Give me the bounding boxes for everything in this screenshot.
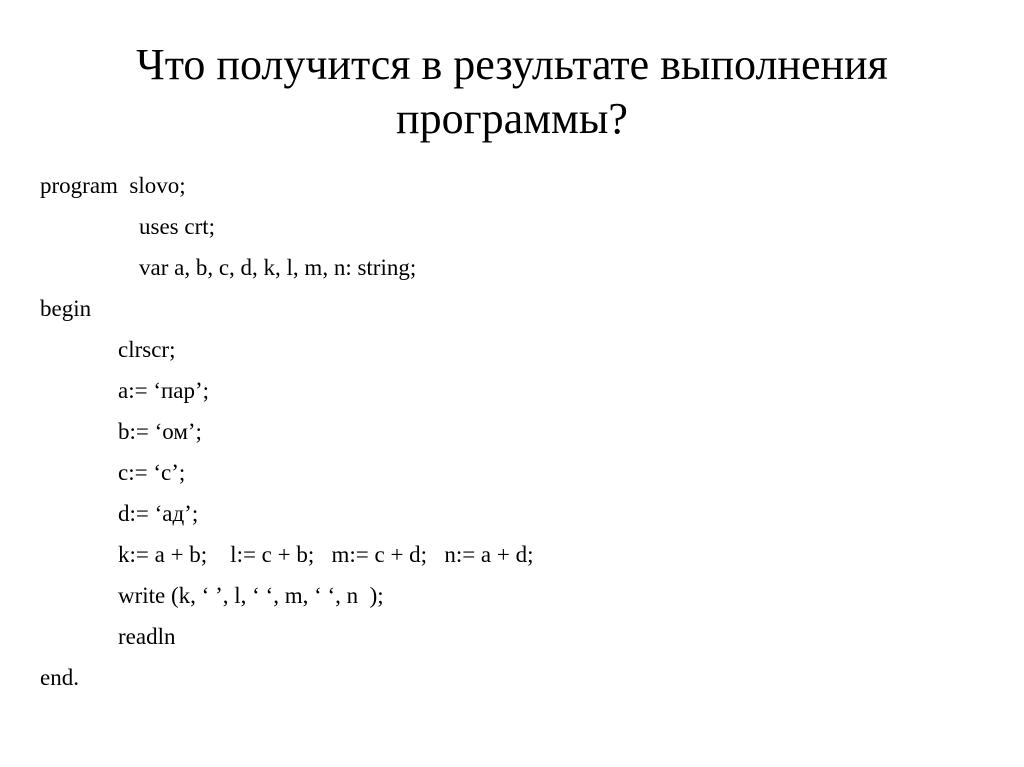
- code-line-assign-a: a:= ‘пар’;: [118, 378, 210, 403]
- code-line-write: write (k, ‘ ’, l, ‘ ‘, m, ‘ ‘, n );: [118, 583, 384, 608]
- program-code: [40, 165, 534, 698]
- slide-title: [0, 38, 1024, 146]
- code-line-readln: readln: [118, 624, 176, 649]
- code-line-var: var a, b, c, d, k, l, m, n: string;: [139, 255, 417, 280]
- title-line-2: программы?: [396, 94, 628, 143]
- code-line-assign-d: d:= ‘ад’;: [118, 501, 199, 526]
- code-line-assign-c: c:= ‘с’;: [118, 460, 186, 485]
- code-line-concat: k:= a + b; l:= c + b; m:= c + d; n:= a + d;: [118, 542, 534, 567]
- code-line-begin: begin: [40, 296, 92, 321]
- code-line-end: end.: [40, 665, 79, 690]
- code-line-assign-b: b:= ‘ом’;: [118, 419, 202, 444]
- code-line-clrscr: clrscr;: [118, 337, 176, 362]
- title-line-1: Что получится в результате выполнения: [136, 40, 888, 89]
- code-line-program: program slovo;: [40, 173, 186, 198]
- code-line-uses: uses crt;: [139, 214, 216, 239]
